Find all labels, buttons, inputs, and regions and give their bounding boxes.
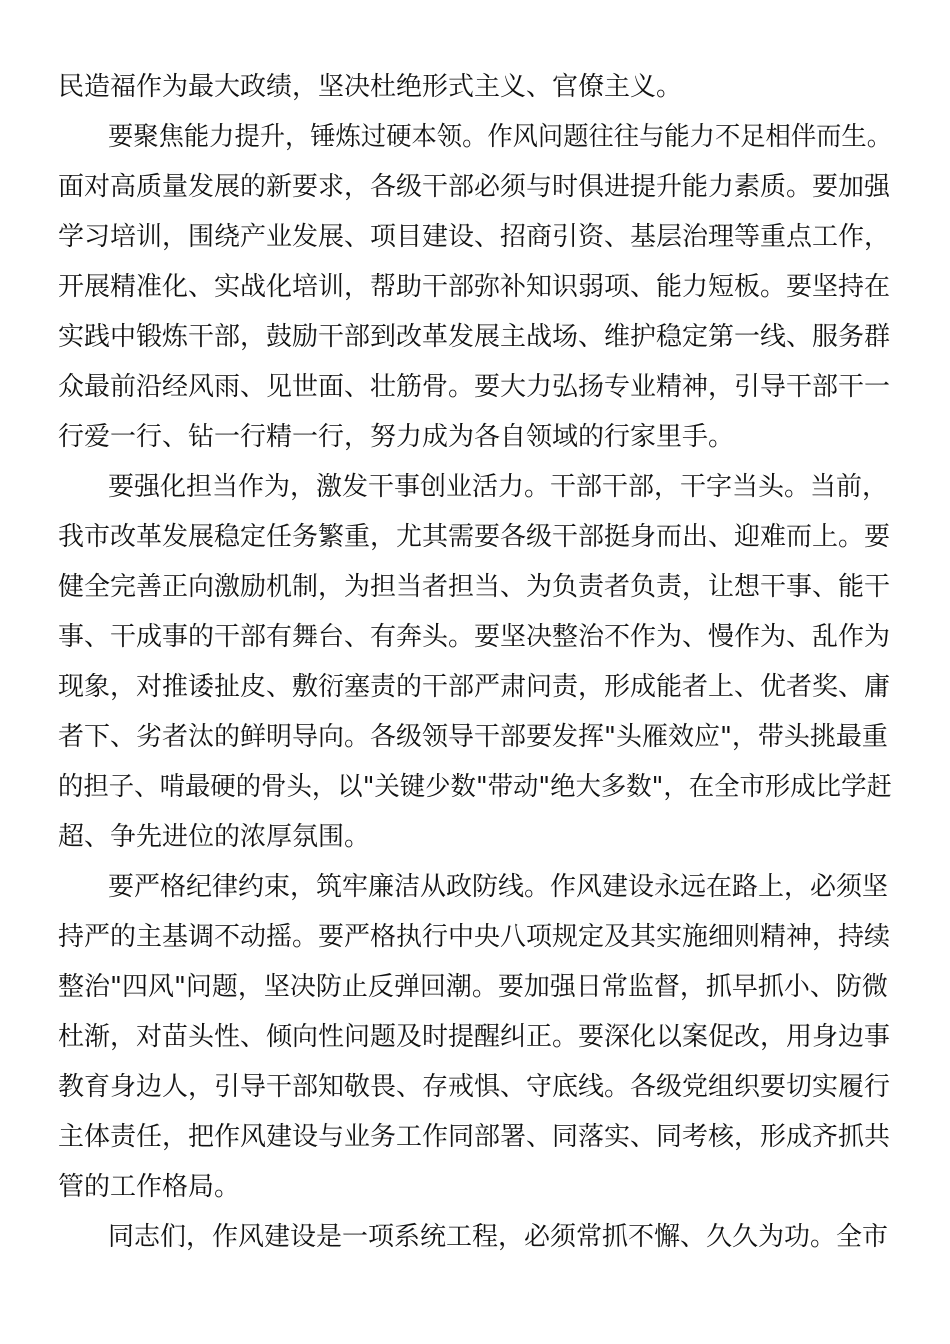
- text-line: 众最前沿经风雨、见世面、壮筋骨。要大力弘扬专业精神，引导干部干一: [58, 372, 891, 402]
- text-line: 事、干成事的干部有舞台、有奔头。要坚决整治不作为、慢作为、乱作为: [58, 622, 891, 652]
- text-line: 我市改革发展稳定任务繁重，尤其需要各级干部挺身而出、迎难而上。要: [58, 522, 891, 552]
- text-line: 现象，对推诿扯皮、敷衍塞责的干部严肃问责，形成能者上、优者奖、庸: [58, 672, 891, 702]
- text-line: 行爱一行、钻一行精一行，努力成为各自领域的行家里手。: [58, 422, 735, 452]
- paragraph-start-line: 要聚焦能力提升，锤炼过硬本领。作风问题往往与能力不足相伴而生。: [108, 122, 893, 152]
- text-line: 实践中锻炼干部，鼓励干部到改革发展主战场、维护稳定第一线、服务群: [58, 322, 891, 352]
- text-line: 教育身边人，引导干部知敬畏、存戒惧、守底线。各级党组织要切实履行: [58, 1072, 891, 1102]
- text-line: 管的工作格局。: [58, 1172, 241, 1202]
- text-line: 持严的主基调不动摇。要严格执行中央八项规定及其实施细则精神，持续: [58, 922, 891, 952]
- text-line: 面对高质量发展的新要求，各级干部必须与时俱进提升能力素质。要加强: [58, 172, 891, 202]
- paragraph-start-line: 要严格纪律约束，筑牢廉洁从政防线。作风建设永远在路上，必须坚: [108, 872, 889, 902]
- text-line: 学习培训，围绕产业发展、项目建设、招商引资、基层治理等重点工作，: [58, 222, 891, 252]
- text-line: 主体责任，把作风建设与业务工作同部署、同落实、同考核，形成齐抓共: [58, 1122, 891, 1152]
- paragraph-start-line: 同志们，作风建设是一项系统工程，必须常抓不懈、久久为功。全市: [108, 1222, 889, 1252]
- text-line: 杜渐，对苗头性、倾向性问题及时提醒纠正。要深化以案促改，用身边事: [58, 1022, 891, 1052]
- text-line: 健全完善正向激励机制，为担当者担当、为负责者负责，让想干事、能干: [58, 572, 891, 602]
- text-line: 超、争先进位的浓厚氛围。: [58, 822, 371, 852]
- text-line: 整治"四风"问题，坚决防止反弹回潮。要加强日常监督，抓早抓小、防微: [58, 972, 888, 1002]
- paragraph-start-line: 要强化担当作为，激发干事创业活力。干部干部，干字当头。当前，: [108, 472, 889, 502]
- text-line: 的担子、啃最硬的骨头，以"关键少数"带动"绝大多数"，在全市形成比学赶: [58, 772, 892, 802]
- text-line: 者下、劣者汰的鲜明导向。各级领导干部要发挥"头雁效应"，带头挑最重: [58, 722, 888, 752]
- text-line: 民造福作为最大政绩，坚决杜绝形式主义、官僚主义。: [58, 72, 683, 102]
- text-line: 开展精准化、实战化培训，帮助干部弥补知识弱项、能力短板。要坚持在: [58, 272, 891, 302]
